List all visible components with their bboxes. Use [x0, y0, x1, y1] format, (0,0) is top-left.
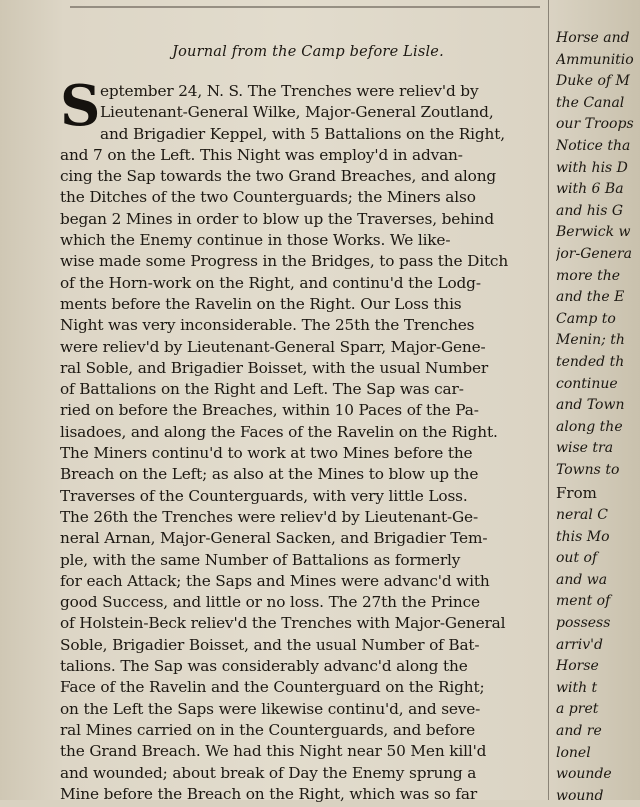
side-column-line: the Canal	[556, 94, 625, 111]
side-column-line: jor-Genera	[556, 245, 633, 262]
side-column-line: continue	[556, 375, 618, 392]
article-line: of the Horn-work on the Right, and continu'd the Lodg-	[60, 273, 481, 292]
article-line: ple, with the same Number of Battalions as formerly	[60, 550, 461, 569]
side-column-line: Duke of M	[556, 73, 630, 90]
side-column-line: Ammunitio	[556, 51, 634, 68]
main-column	[60, 44, 546, 805]
article-line: talions. The Sap was considerably advanc'd along the	[60, 657, 468, 676]
side-column-line: more the	[556, 267, 621, 284]
side-column-line: this Mo	[556, 528, 610, 545]
side-column-line: neral C	[556, 507, 608, 524]
side-column	[556, 28, 640, 807]
article-line: neral Arnan, Major-General Sacken, and Brigadier Tem-	[60, 529, 488, 548]
side-column-line: Menin; th	[556, 332, 625, 349]
article-line: cing the Sap towards the two Grand Breaches, and along	[60, 167, 497, 186]
side-column-line: Horse and	[556, 30, 630, 46]
side-column-line: wise tra	[556, 440, 614, 457]
article-line: good Success, and little or no loss. The 27th the Prince	[60, 593, 480, 612]
side-column-line: ment of	[556, 593, 611, 610]
article-line: were reliev'd by Lieutenant-General Sparr, Major-Gene-	[60, 337, 486, 356]
side-column-line: and wa	[556, 571, 608, 588]
article-headline: Journal from the Camp before Lisle.	[172, 44, 444, 60]
side-column-line: Notice tha	[556, 137, 631, 154]
side-column-line: wounde	[556, 766, 612, 783]
side-column-line: possess	[556, 615, 611, 632]
article-line: which the Enemy continue in those Works. We like-	[60, 231, 451, 250]
article-line: and wounded; about break of Day the Enemy sprung a	[60, 763, 477, 782]
side-column-line: Berwick w	[556, 224, 631, 241]
side-column-line: and the E	[556, 289, 625, 306]
side-column-line: Camp to	[556, 310, 616, 327]
article-line: Breach on the Left; as also at the Mines to blow up the	[60, 465, 479, 484]
article-line: Traverses of the Counterguards, with very little Loss.	[60, 486, 468, 505]
article-line: The Miners continu'd to work at two Mines before the	[60, 444, 473, 463]
article-line: wise made some Progress in the Bridges, to pass the Ditch	[60, 252, 509, 271]
side-column-line: From	[556, 484, 597, 503]
side-column-line: with 6 Ba	[556, 181, 624, 198]
article-line: ments before the Ravelin on the Right. Our Loss this	[60, 294, 462, 313]
article-line: Night was very inconsiderable. The 25th the Trenches	[60, 316, 475, 335]
article-line: ried on before the Breaches, within 10 Paces of the Pa-	[60, 401, 479, 420]
side-column-line: with his D	[556, 159, 628, 176]
article-line: ral Mines carried on in the Counterguards, and before	[60, 720, 476, 739]
article-line: and Brigadier Keppel, with 5 Battalions on the Right,	[100, 124, 505, 143]
side-column-line: our Troops	[556, 116, 634, 133]
side-column-line: a pret	[556, 701, 599, 718]
side-column-line: and his G	[556, 202, 624, 219]
side-column-line: along the	[556, 418, 623, 435]
top-rule	[70, 6, 540, 8]
drop-cap: S	[60, 73, 101, 139]
article-line: for each Attack; the Saps and Mines were advanc'd with	[60, 571, 490, 590]
article-line: the Ditches of the two Counterguards; the Miners also	[60, 188, 476, 207]
article-line: lisadoes, and along the Faces of the Ravelin on the Right.	[60, 422, 498, 441]
article-line: ral Soble, and Brigadier Boisset, with the usual Number	[60, 358, 489, 377]
article-line: and 7 on the Left. This Night was employ'd in advan-	[60, 145, 463, 164]
article-line: began 2 Mines in order to blow up the Traverses, behind	[60, 209, 494, 228]
side-column-line: wound	[556, 787, 604, 804]
article-line: of Holstein-Beck reliev'd the Trenches with Major-General	[60, 614, 506, 633]
side-column-line: Horse	[556, 658, 599, 675]
side-column-line: and Town	[556, 397, 625, 414]
article-lines	[60, 73, 546, 805]
article-line: the Grand Breach. We had this Night near 50 Men kill'd	[60, 742, 487, 761]
article-line: Lieutenant-General Wilke, Major-General Zoutland,	[100, 103, 494, 122]
side-column-line: lonel	[556, 744, 591, 761]
article-line: Face of the Ravelin and the Counterguard on the Right;	[60, 678, 485, 697]
side-column-lines	[556, 28, 640, 807]
side-column-line: arriv'd	[556, 636, 603, 653]
side-column-line: out of	[556, 550, 598, 567]
column-divider	[548, 0, 549, 800]
article-line: Mine before the Breach on the Right, which was so far	[60, 784, 478, 803]
side-column-line: with t	[556, 679, 598, 696]
article-line: of Battalions on the Right and Left. The Sap was car-	[60, 380, 464, 399]
side-column-line: tended th	[556, 353, 625, 370]
article-body	[60, 73, 546, 805]
side-column-line: and re	[556, 723, 602, 739]
side-column-line: Towns to	[556, 461, 620, 478]
article-line: Soble, Brigadier Boisset, and the usual Number of Bat-	[60, 635, 480, 654]
article-line: on the Left the Saps were likewise continu'd, and seve-	[60, 699, 481, 718]
article-line: eptember 24, N. S. The Trenches were reliev'd by	[100, 82, 479, 100]
article-line: The 26th the Trenches were reliev'd by Lieutenant-Ge-	[60, 507, 478, 526]
